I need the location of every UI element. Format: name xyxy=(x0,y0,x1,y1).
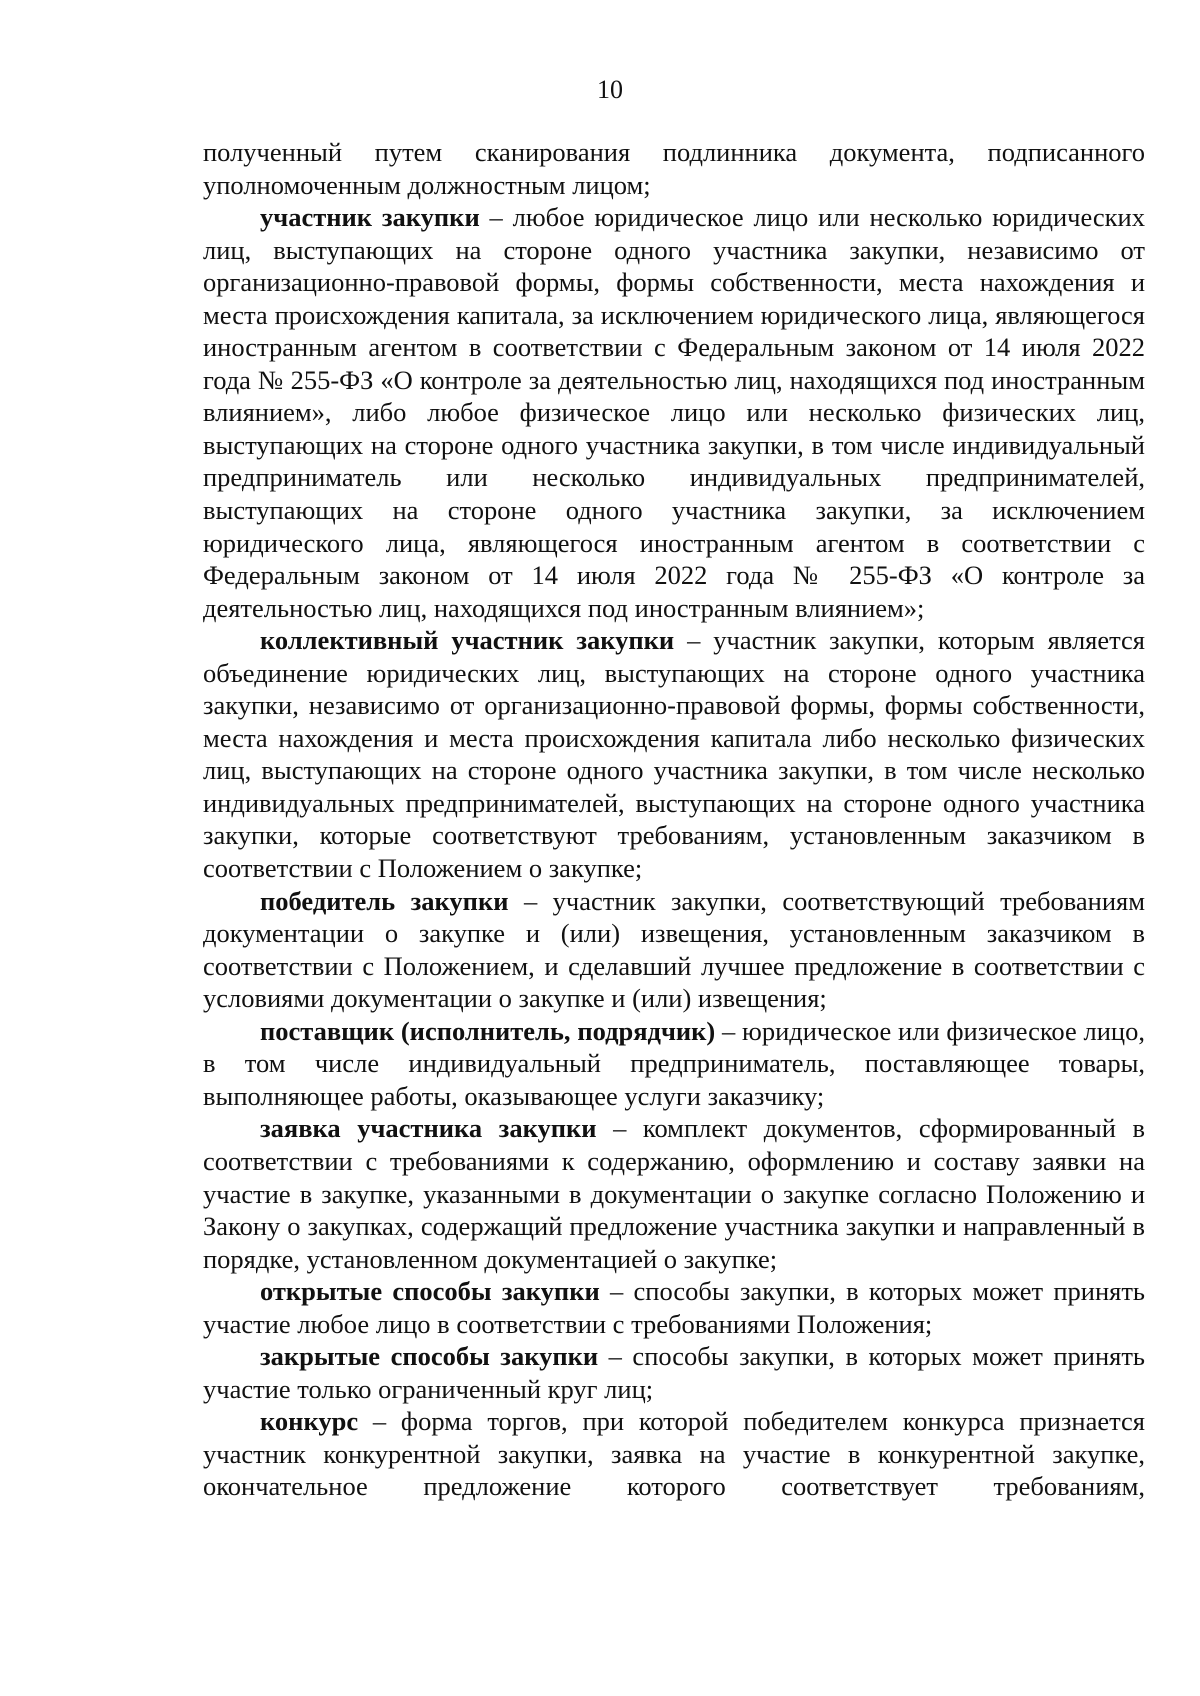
definition-collective-participant xyxy=(203,624,1145,884)
definition-closed-methods xyxy=(203,1340,1145,1405)
definition-term: закрытые способы закупки xyxy=(260,1341,599,1372)
definition-text: – форма торгов, при которой победителем конкурса признается участник конкурентной закупки, заявка на участие в конкурентной закупке, окончательное предложение которого соответствует требованиям, xyxy=(203,1406,1145,1502)
definition-text: – способы закупки, в которых может принять участие только ограниченный круг лиц; xyxy=(203,1341,1145,1404)
definition-term: участник закупки xyxy=(260,202,480,233)
definition-term: открытые способы закупки xyxy=(260,1276,600,1307)
document-body xyxy=(203,136,1145,1503)
definition-contest xyxy=(203,1405,1145,1503)
definition-term: коллективный участник закупки xyxy=(260,625,675,656)
definition-term: поставщик (исполнитель, подрядчик) xyxy=(260,1015,716,1046)
definition-text: – юридическое или физическое лицо, в том числе индивидуальный предприниматель, поставляющее товары, выполняющее работы, оказывающее услуги заказчику; xyxy=(203,1015,1145,1111)
definition-text: – комплект документов, сформированный в соответствии с требованиями к содержанию, оформлению и составу заявки на участие в закупке, указанными в документации о закупке согласно Положению и Закону о закупках, содержащий предложение участника закупки и направленный в порядке, установленном документацией о закупке; xyxy=(203,1113,1145,1274)
definition-text: – участник закупки, соответствующий требованиям документации о закупке и (или) извещения, установленным заказчиком в соответствии с Положением, и сделавший лучшее предложение в соответствии с условиями документации о закупке и (или) извещения; xyxy=(203,885,1145,1014)
definition-winner xyxy=(203,885,1145,1015)
definition-term: победитель закупки xyxy=(260,885,509,916)
definition-open-methods xyxy=(203,1275,1145,1340)
definition-term: конкурс xyxy=(260,1406,359,1437)
definition-text: – способы закупки, в которых может принять участие любое лицо в соответствии с требованиями Положения; xyxy=(203,1276,1145,1339)
paragraph-continuation xyxy=(203,136,1145,201)
definition-supplier xyxy=(203,1015,1145,1113)
definition-term: заявка участника закупки xyxy=(260,1113,597,1144)
definition-text: – участник закупки, которым является объединение юридических лиц, выступающих на стороне одного участника закупки, независимо от организационно-правовой формы, формы собственности, места нахождения и места происхождения капитала либо несколько физических лиц, выступающих на стороне одного участника закупки, в том числе несколько индивидуальных предпринимателей, выступающих на стороне одного участника закупки, которые соответствуют требованиям, установленным заказчиком в соответствии с Положением о закупке; xyxy=(203,625,1145,884)
definition-text: – любое юридическое лицо или несколько юридических лиц, выступающих на стороне одного участника закупки, независимо от организационно-правовой формы, формы собственности, места нахождения и места происхождения капитала, за исключением юридического лица, являющегося иностранным агентом в соответствии с Федеральным законом от 14 июля 2022 года № 255-ФЗ «О контроле за деятельностью лиц, находящихся под иностранным влиянием», либо любое физическое лицо или несколько физических лиц, выступающих на стороне одного участника закупки, в том числе индивидуальный предприниматель или несколько индивидуальных предпринимателей, выступающих на стороне одного участника закупки, за исключением юридического лица, являющегося иностранным агентом в соответствии с Федеральным законом от 14 июля 2022 года № 255-ФЗ «О контроле за деятельностью лиц, находящихся под иностранным влиянием»; xyxy=(203,202,1145,623)
paragraph-text: полученный путем сканирования подлинника документа, подписанного уполномоченным должностным лицом; xyxy=(203,137,1145,200)
page-number: 10 xyxy=(597,75,623,104)
definition-participant xyxy=(203,201,1145,624)
definition-application xyxy=(203,1112,1145,1275)
